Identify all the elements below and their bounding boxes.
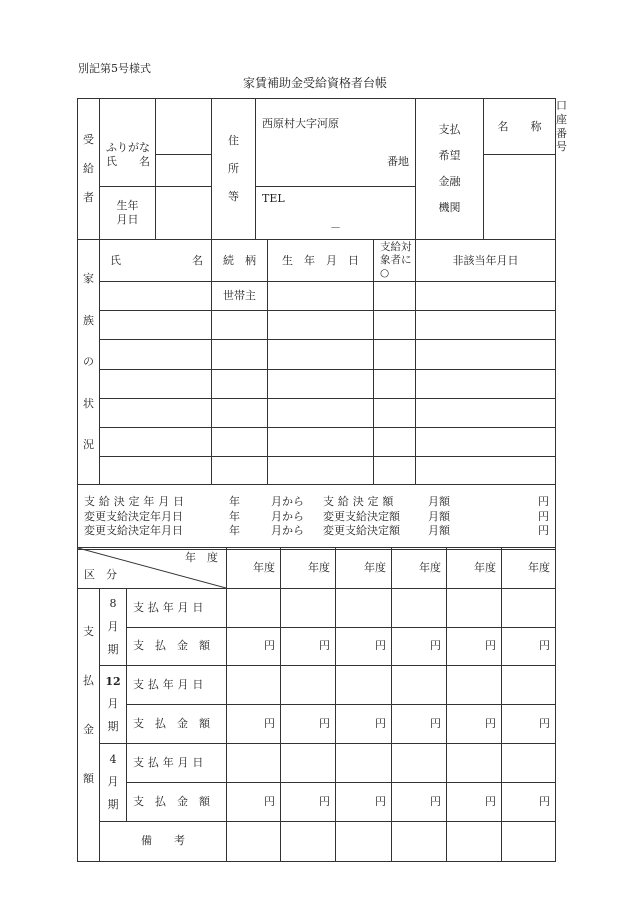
period-12-date-y3[interactable] (336, 666, 392, 705)
decision-line-3: 変更支給決定年月日 年 月から 変更支給決定額 月額 円 (84, 524, 549, 538)
period-12-date-y1[interactable] (227, 666, 281, 705)
period-12-amount-y4[interactable]: 円 (392, 705, 447, 744)
family-row-2-name[interactable] (100, 311, 212, 340)
period-8-amount-y6[interactable]: 円 (502, 627, 556, 666)
period-4-amount-y1[interactable]: 円 (227, 783, 281, 822)
payment-section-label: 支 払 金 額 (78, 589, 100, 822)
period-4-date-y6[interactable] (502, 743, 556, 782)
family-row-3-target[interactable] (374, 340, 416, 369)
family-row-2-relation[interactable] (212, 311, 268, 340)
period-8-date-y3[interactable] (336, 589, 392, 628)
fiscal-year-header-3: 年度 (336, 548, 392, 589)
period-12-amount-y1[interactable]: 円 (227, 705, 281, 744)
furigana-label: ふりがな (100, 99, 156, 155)
family-row-4-relation[interactable] (212, 369, 268, 398)
family-row-6-birth[interactable] (268, 427, 374, 456)
period-8-amount-label: 支 払 金 額 (127, 627, 227, 666)
period-12-date-label: 支払年月日 (127, 666, 227, 705)
remarks-y1[interactable] (227, 821, 281, 861)
period-4-date-label: 支払年月日 (127, 743, 227, 782)
period-12-amount-y3[interactable]: 円 (336, 705, 392, 744)
remarks-y4[interactable] (392, 821, 447, 861)
recipient-family-table: 受 給 者 ふりがな 住 所 等 西原村大字河原 番地 支払 希望 金融 機関 名 称 口座番号 氏 名 生年 月日 TEL － 家 族 の 状 況 氏 名 続 柄 生 年 月 日 支給対象者に○ 非該当年月日 世帯主 支給決定年月日 年 月から 支給決定額 月額 円 変更支給決定年月日 年 月から 変更支給決定額 月額 円 変更支給決定年月日 年 月から 変更支給決定額 月額 円 (77, 98, 556, 550)
period-4-amount-y6[interactable]: 円 (502, 783, 556, 822)
family-row-4-nonapplicable[interactable] (416, 369, 556, 398)
form-number: 別記第5号様式 (78, 62, 151, 75)
period-8-amount-y3[interactable]: 円 (336, 627, 392, 666)
fiscal-year-header-2: 年度 (281, 548, 336, 589)
remarks-y3[interactable] (336, 821, 392, 861)
document-title: 家賃補助金受給資格者台帳 (242, 76, 387, 90)
period-4-date-y3[interactable] (336, 743, 392, 782)
family-row-6-name[interactable] (100, 427, 212, 456)
period-4-amount-label: 支 払 金 額 (127, 783, 227, 822)
period-4-date-y1[interactable] (227, 743, 281, 782)
period-12-amount-y5[interactable]: 円 (447, 705, 502, 744)
family-row-3-birth[interactable] (268, 340, 374, 369)
recipient-section-label: 受 給 者 (78, 99, 100, 240)
period-8-label: 8 月 期 (100, 589, 127, 666)
fiscal-year-header-6: 年度 (502, 548, 556, 589)
family-row-7-birth[interactable] (268, 456, 374, 484)
payment-table (77, 547, 556, 862)
family-row-1-relation: 世帯主 (212, 282, 268, 311)
period-12-date-y2[interactable] (281, 666, 336, 705)
remarks-label: 備 考 (100, 821, 227, 861)
period-8-amount-y1[interactable]: 円 (227, 627, 281, 666)
family-row-7-target[interactable] (374, 456, 416, 484)
period-4-amount-y2[interactable]: 円 (281, 783, 336, 822)
period-8-amount-y5[interactable]: 円 (447, 627, 502, 666)
period-4-date-y2[interactable] (281, 743, 336, 782)
family-row-2-nonapplicable[interactable] (416, 311, 556, 340)
family-target-header: 支給対象者に○ (374, 240, 416, 282)
period-4-label: 4 月 期 (100, 743, 127, 821)
family-row-7-nonapplicable[interactable] (416, 456, 556, 484)
address-label: 住 所 等 (212, 99, 256, 240)
family-name-header: 氏 名 (100, 240, 212, 282)
period-4-amount-y3[interactable]: 円 (336, 783, 392, 822)
period-4-amount-y4[interactable]: 円 (392, 783, 447, 822)
period-12-amount-y6[interactable]: 円 (502, 705, 556, 744)
family-section-label: 家 族 の 状 況 (78, 240, 100, 485)
family-row-2-target[interactable] (374, 311, 416, 340)
family-row-6-nonapplicable[interactable] (416, 427, 556, 456)
period-8-date-y6[interactable] (502, 589, 556, 628)
period-8-date-y5[interactable] (447, 589, 502, 628)
bank-name-label: 名 称 (484, 99, 556, 155)
family-row-1-birth[interactable] (268, 282, 374, 311)
family-row-3-relation[interactable] (212, 340, 268, 369)
name-label: 氏 名 (100, 155, 156, 187)
remarks-y2[interactable] (281, 821, 336, 861)
furigana-value[interactable] (156, 99, 212, 155)
period-12-amount-label: 支 払 金 額 (127, 705, 227, 744)
family-row-6-target[interactable] (374, 427, 416, 456)
period-12-date-y5[interactable] (447, 666, 502, 705)
period-12-date-y6[interactable] (502, 666, 556, 705)
period-12-label: 12 月 期 (100, 666, 127, 744)
name-value[interactable] (156, 155, 212, 187)
fiscal-year-header-1: 年度 (227, 548, 281, 589)
period-4-amount-y5[interactable]: 円 (447, 783, 502, 822)
period-12-date-y4[interactable] (392, 666, 447, 705)
address-value[interactable]: 西原村大字河原 番地 (256, 99, 416, 187)
family-row-2-birth[interactable] (268, 311, 374, 340)
period-4-date-y5[interactable] (447, 743, 502, 782)
period-8-amount-y4[interactable]: 円 (392, 627, 447, 666)
family-row-3-name[interactable] (100, 340, 212, 369)
family-row-1-nonapplicable[interactable] (416, 282, 556, 311)
family-row-1-name[interactable] (100, 282, 212, 311)
fiscal-year-header-5: 年度 (447, 548, 502, 589)
family-row-6-relation[interactable] (212, 427, 268, 456)
remarks-y6[interactable] (502, 821, 556, 861)
payment-decision-block (78, 485, 556, 550)
bank-label: 支払 希望 金融 機関 (416, 99, 484, 240)
remarks-spacer (78, 821, 100, 861)
birth-value[interactable] (156, 187, 212, 240)
family-row-1-target[interactable] (374, 282, 416, 311)
family-row-7-name[interactable] (100, 456, 212, 484)
period-8-date-y1[interactable] (227, 589, 281, 628)
tel-field[interactable]: TEL － (256, 187, 416, 240)
family-row-5-nonapplicable[interactable] (416, 398, 556, 427)
family-birth-header: 生 年 月 日 (268, 240, 374, 282)
family-nonapplicable-header: 非該当年月日 (416, 240, 556, 282)
family-row-7-relation[interactable] (212, 456, 268, 484)
family-row-5-relation[interactable] (212, 398, 268, 427)
fiscal-year-corner: 年 度 区 分 (78, 548, 227, 589)
family-row-5-name[interactable] (100, 398, 212, 427)
decision-line-2: 変更支給決定年月日 年 月から 変更支給決定額 月額 円 (84, 509, 549, 523)
family-row-4-target[interactable] (374, 369, 416, 398)
period-8-amount-y2[interactable]: 円 (281, 627, 336, 666)
family-relation-header: 続 柄 (212, 240, 268, 282)
family-row-5-target[interactable] (374, 398, 416, 427)
remarks-y5[interactable] (447, 821, 502, 861)
fiscal-year-header-4: 年度 (392, 548, 447, 589)
birth-label: 生年 月日 (100, 187, 156, 240)
family-row-4-birth[interactable] (268, 369, 374, 398)
family-row-5-birth[interactable] (268, 398, 374, 427)
family-row-4-name[interactable] (100, 369, 212, 398)
period-8-date-label: 支払年月日 (127, 589, 227, 628)
period-4-date-y4[interactable] (392, 743, 447, 782)
period-8-date-y2[interactable] (281, 589, 336, 628)
decision-line-1: 支給決定年月日 年 月から 支給決定額 月額 円 (84, 495, 549, 509)
period-8-date-y4[interactable] (392, 589, 447, 628)
bank-name-value[interactable] (484, 155, 556, 240)
family-row-3-nonapplicable[interactable] (416, 340, 556, 369)
period-12-amount-y2[interactable]: 円 (281, 705, 336, 744)
